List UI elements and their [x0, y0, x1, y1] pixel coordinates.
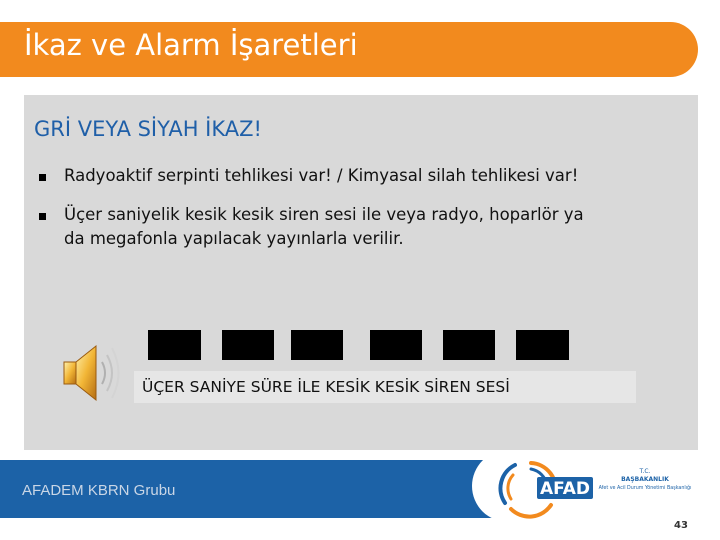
- bullet-line: Radyoaktif serpinti tehlikesi var! / Kimyasal silah tehlikesi var!: [64, 166, 579, 185]
- bullet-marker: [39, 174, 46, 181]
- logo-line1: BAŞBAKANLIK: [621, 476, 669, 483]
- speaker-icon[interactable]: [60, 340, 122, 406]
- siren-block: [516, 330, 569, 360]
- logo-tc: T.C.: [639, 468, 651, 475]
- slide-title: İkaz ve Alarm İşaretleri: [24, 28, 358, 62]
- siren-block: [291, 330, 343, 360]
- bullet-line: da megafonla yapılacak yayınlarla verilir.: [64, 229, 404, 248]
- afad-logo: [485, 455, 715, 521]
- bullet-text: [64, 164, 578, 188]
- siren-block: [222, 330, 274, 360]
- page-number: 43: [674, 520, 688, 531]
- footer-text: AFADEM KBRN Grubu: [22, 482, 176, 499]
- warning-heading: GRİ VEYA SİYAH İKAZ!: [34, 117, 262, 141]
- bullet-line: Üçer saniyelik kesik kesik siren sesi ile veya radyo, hoparlör ya: [64, 205, 584, 224]
- bullet-text: [64, 203, 584, 251]
- bullet-marker: [39, 213, 46, 220]
- siren-block: [370, 330, 422, 360]
- logo-line2: Afet ve Acil Durum Yönetimi Başkanlığı: [598, 486, 692, 491]
- logo-name: AFAD: [539, 479, 591, 499]
- siren-block: [148, 330, 201, 360]
- siren-caption: ÜÇER SANİYE SÜRE İLE KESİK KESİK SİREN SESİ: [134, 371, 636, 403]
- siren-block: [443, 330, 495, 360]
